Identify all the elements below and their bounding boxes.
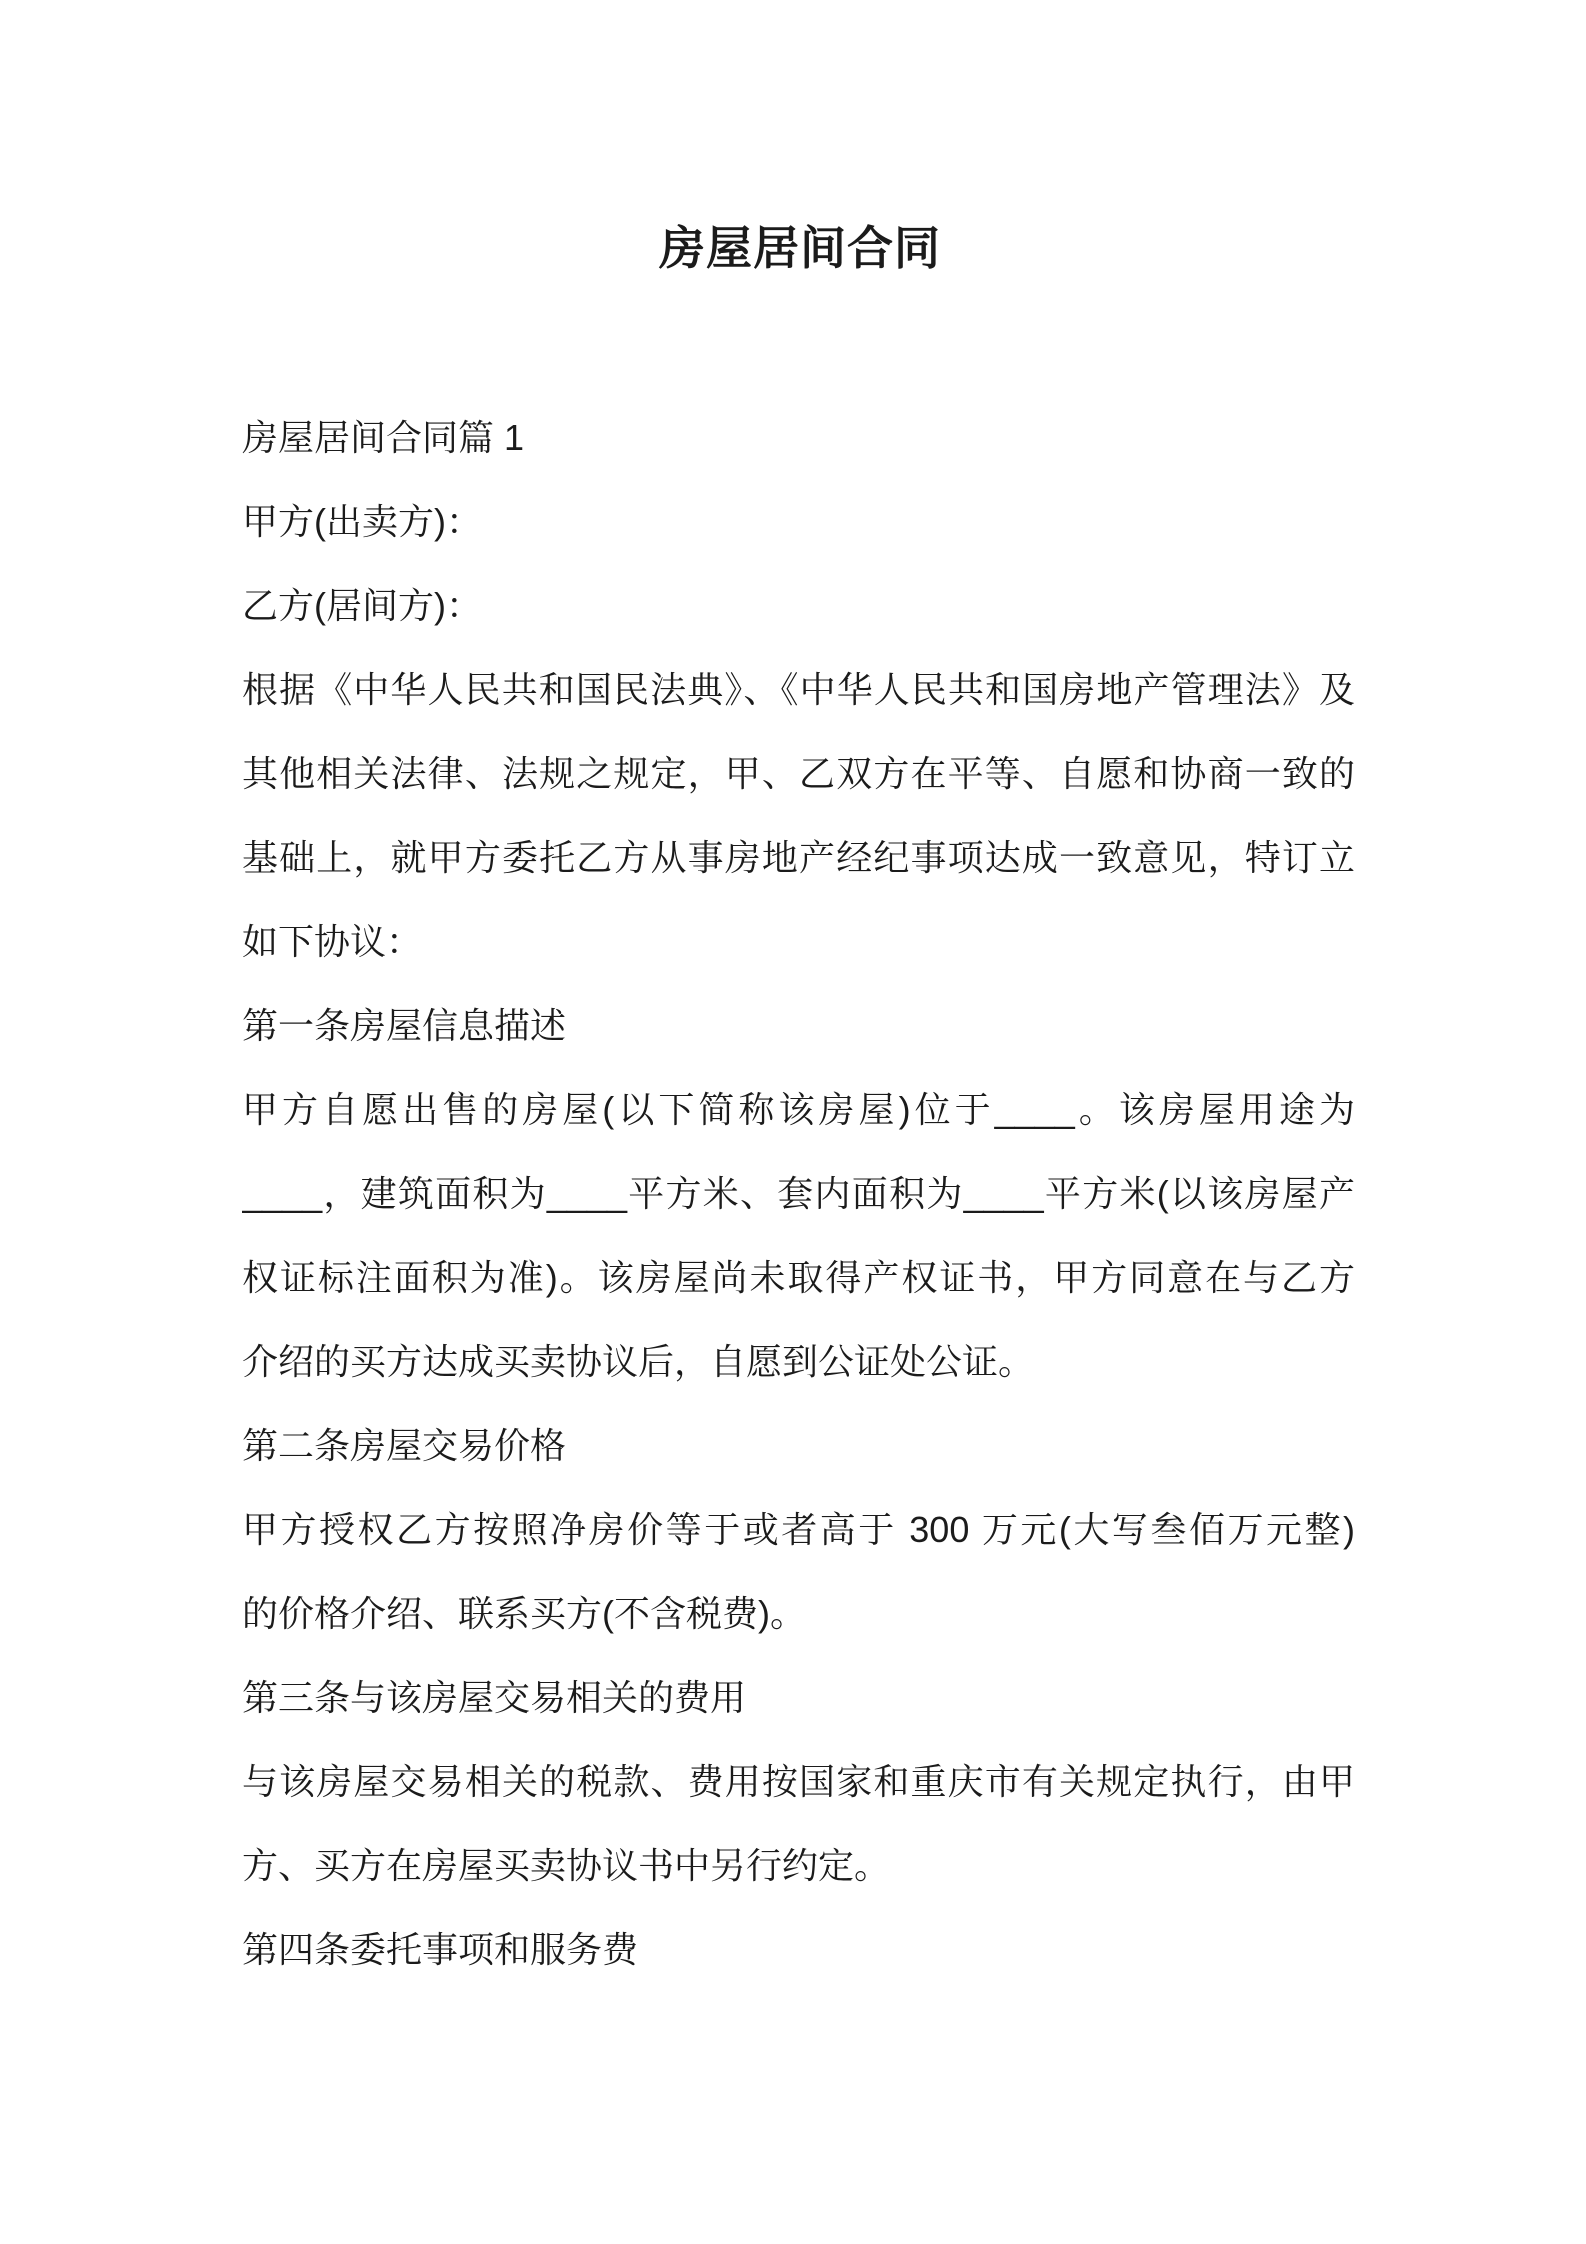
preamble-paragraph <box>242 648 1355 984</box>
document-body <box>242 396 1355 1992</box>
article-1-line: 甲方自愿出售的房屋(以下简称该房屋)位于____。该房屋用途为 <box>242 1089 1355 1130</box>
article-2-line: 甲方授权乙方按照净房价等于或者高于 300 万元(大写叁佰万元整) <box>242 1509 1355 1550</box>
article-1-line: ____，建筑面积为____平方米、套内面积为____平方米(以该房屋产 <box>242 1173 1355 1214</box>
preamble-line: 如下协议： <box>242 921 423 962</box>
article-1 <box>242 984 1355 1404</box>
article-1-line: 介绍的买方达成买卖协议后，自愿到公证处公证。 <box>242 1341 1035 1382</box>
preamble-line: 基础上，就甲方委托乙方从事房地产经纪事项达成一致意见，特订立 <box>242 837 1355 878</box>
contract-subtitle: 房屋居间合同篇 1 <box>242 417 525 458</box>
party-a-label: 甲方(出卖方)： <box>242 501 482 542</box>
article-3-line: 方、买方在房屋买卖协议书中另行约定。 <box>242 1845 891 1886</box>
party-b-label: 乙方(居间方)： <box>242 585 482 626</box>
preamble-line: 其他相关法律、法规之规定，甲、乙双方在平等、自愿和协商一致的 <box>242 753 1355 794</box>
document-title: 房屋居间合同 <box>659 222 941 274</box>
article-1-heading: 第一条房屋信息描述 <box>242 1005 567 1046</box>
article-3-line: 与该房屋交易相关的税款、费用按国家和重庆市有关规定执行，由甲 <box>242 1761 1355 1802</box>
article-2-heading: 第二条房屋交易价格 <box>242 1425 567 1466</box>
article-3-heading: 第三条与该房屋交易相关的费用 <box>242 1677 747 1718</box>
article-3 <box>242 1656 1355 1908</box>
article-1-line: 权证标注面积为准)。该房屋尚未取得产权证书，甲方同意在与乙方 <box>242 1257 1355 1298</box>
article-4 <box>242 1908 1355 1992</box>
article-2-line: 的价格介绍、联系买方(不含税费)。 <box>242 1593 806 1634</box>
article-2 <box>242 1404 1355 1656</box>
preamble-line: 根据《中华人民共和国民法典》、《中华人民共和国房地产管理法》及 <box>242 669 1355 710</box>
article-4-heading: 第四条委托事项和服务费 <box>242 1929 639 1970</box>
